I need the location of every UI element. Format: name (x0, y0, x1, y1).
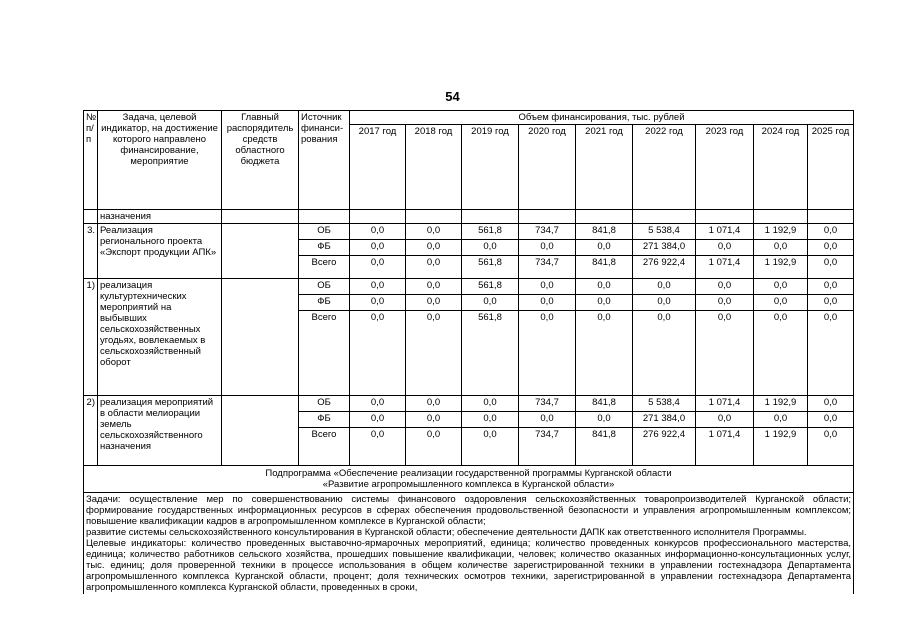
value-cell: 0,0 (462, 412, 519, 428)
value-cell: 0,0 (576, 295, 633, 311)
header-year: 2022 год (633, 125, 696, 210)
value-cell: 0,0 (350, 396, 406, 412)
value-cell: 0,0 (808, 396, 854, 412)
value-cell: 734,7 (519, 428, 576, 466)
value-cell: 0,0 (633, 311, 696, 396)
value-cell: 1 071,4 (696, 224, 754, 240)
value-cell: 0,0 (406, 240, 462, 256)
value-cell: 276 922,4 (633, 256, 696, 279)
table-row (84, 279, 854, 295)
table-row (84, 224, 854, 240)
tasks-text-2: развитие системы сельскохозяйственного консультирования в Курганской области; обеспечение деятельности ДАПК как ответственного исполнителя Программы. (86, 527, 807, 538)
value-cell: 0,0 (576, 240, 633, 256)
value-cell: 0,0 (696, 279, 754, 295)
value-cell: 0,0 (406, 224, 462, 240)
continuation-label: назначения (98, 210, 222, 224)
header-year: 2021 год (576, 125, 633, 210)
value-cell: 734,7 (519, 256, 576, 279)
value-cell: 0,0 (406, 256, 462, 279)
header-num: № п/п (84, 111, 98, 210)
row-source: ОБ (299, 224, 350, 240)
value-cell: 0,0 (350, 224, 406, 240)
value-cell: 0,0 (350, 428, 406, 466)
value-cell: 1 192,9 (754, 224, 808, 240)
value-cell: 1 192,9 (754, 396, 808, 412)
value-cell: 0,0 (808, 412, 854, 428)
header-year: 2017 год (350, 125, 406, 210)
value-cell: 0,0 (406, 295, 462, 311)
value-cell: 0,0 (406, 311, 462, 396)
row-source: ФБ (299, 412, 350, 428)
value-cell: 0,0 (576, 412, 633, 428)
value-cell: 0,0 (519, 240, 576, 256)
row-source: Всего (299, 311, 350, 396)
value-cell: 0,0 (462, 240, 519, 256)
value-cell: 0,0 (350, 240, 406, 256)
value-cell: 841,8 (576, 256, 633, 279)
header-year: 2018 год (406, 125, 462, 210)
value-cell: 5 538,4 (633, 224, 696, 240)
value-cell: 0,0 (754, 412, 808, 428)
row-source: ФБ (299, 240, 350, 256)
value-cell: 0,0 (754, 279, 808, 295)
value-cell: 0,0 (754, 295, 808, 311)
value-cell: 0,0 (406, 396, 462, 412)
value-cell: 0,0 (406, 412, 462, 428)
row-number: 1) (84, 279, 98, 396)
row-title: реализация культуртехнических мероприятий на выбывших сельскохозяйственных угодьях, вовлекаемых в сельскохозяйственный оборот (98, 279, 222, 396)
value-cell: 561,8 (462, 256, 519, 279)
value-cell: 0,0 (633, 295, 696, 311)
row-source: ОБ (299, 396, 350, 412)
header-year: 2019 год (462, 125, 519, 210)
value-cell: 0,0 (350, 295, 406, 311)
header-year: 2020 год (519, 125, 576, 210)
value-cell: 1 192,9 (754, 428, 808, 466)
row-manager (222, 279, 299, 396)
value-cell: 0,0 (808, 311, 854, 396)
subprogram-line-1: Подпрограмма «Обеспечение реализации государственной программы Курганской области (265, 468, 672, 479)
value-cell: 0,0 (576, 311, 633, 396)
value-cell: 0,0 (696, 240, 754, 256)
value-cell: 841,8 (576, 428, 633, 466)
value-cell: 0,0 (462, 396, 519, 412)
row-manager (222, 224, 299, 279)
value-cell: 0,0 (696, 412, 754, 428)
header-year: 2024 год (754, 125, 808, 210)
value-cell: 0,0 (519, 279, 576, 295)
row-source: ОБ (299, 279, 350, 295)
value-cell: 0,0 (406, 428, 462, 466)
value-cell: 1 071,4 (696, 428, 754, 466)
row-manager (222, 396, 299, 466)
value-cell: 0,0 (519, 412, 576, 428)
value-cell: 0,0 (519, 295, 576, 311)
subprogram-line-2: «Развитие агропромышленного комплекса в Курганской области» (322, 479, 615, 490)
value-cell: 734,7 (519, 396, 576, 412)
value-cell: 561,8 (462, 311, 519, 396)
header-source: Источник финанси-рования (299, 111, 350, 210)
value-cell: 0,0 (350, 279, 406, 295)
row-source: ФБ (299, 295, 350, 311)
value-cell: 276 922,4 (633, 428, 696, 466)
financing-table (83, 110, 854, 594)
continuation-row (84, 210, 854, 224)
row-number: 3. (84, 224, 98, 279)
value-cell: 0,0 (808, 240, 854, 256)
value-cell: 0,0 (696, 311, 754, 396)
value-cell: 0,0 (754, 240, 808, 256)
value-cell: 841,8 (576, 224, 633, 240)
value-cell: 0,0 (462, 295, 519, 311)
value-cell: 0,0 (406, 279, 462, 295)
tasks-text: Задачи: осуществление мер по совершенствованию системы финансового оздоровления сельскохозяйственных товаропроизводителей Курганской области; формирование государственных информационных ресурсов в сферах обеспечения продовольственной безопасности и управления агропромышленным комплексом; повышение квалификации кадров в агропромышленном комплексе в Курганской области; (86, 494, 852, 527)
value-cell: 0,0 (462, 428, 519, 466)
value-cell: 0,0 (350, 412, 406, 428)
value-cell: 734,7 (519, 224, 576, 240)
value-cell: 1 071,4 (696, 396, 754, 412)
value-cell: 0,0 (808, 224, 854, 240)
value-cell: 0,0 (808, 256, 854, 279)
value-cell: 1 192,9 (754, 256, 808, 279)
value-cell: 0,0 (576, 279, 633, 295)
value-cell: 561,8 (462, 279, 519, 295)
value-cell: 271 384,0 (633, 240, 696, 256)
header-row (84, 111, 854, 125)
tasks-row (84, 493, 854, 595)
row-source: Всего (299, 428, 350, 466)
value-cell: 841,8 (576, 396, 633, 412)
subprogram-row (84, 466, 854, 493)
value-cell: 0,0 (350, 311, 406, 396)
row-source: Всего (299, 256, 350, 279)
value-cell: 0,0 (808, 428, 854, 466)
value-cell: 0,0 (350, 256, 406, 279)
value-cell: 561,8 (462, 224, 519, 240)
header-year: 2025 год (808, 125, 854, 210)
value-cell: 5 538,4 (633, 396, 696, 412)
value-cell: 0,0 (696, 295, 754, 311)
header-task: Задача, целевой индикатор, на достижение которого направлено финансирование, мероприятие (98, 111, 222, 210)
value-cell: 0,0 (754, 311, 808, 396)
header-volume: Объем финансирования, тыс. рублей (350, 111, 854, 125)
page-number: 54 (445, 89, 460, 104)
row-title: реализация мероприятий в области мелиорации земель сельскохозяйственного назначения (98, 396, 222, 466)
value-cell: 271 384,0 (633, 412, 696, 428)
table-row (84, 396, 854, 412)
value-cell: 0,0 (633, 279, 696, 295)
row-number: 2) (84, 396, 98, 466)
indicators-text: Целевые индикаторы: количество проведенных выставочно-ярмарочных мероприятий, единица; количество проведенных конкурсов профессионального мастерства, единица; количество работников сельского хозяйства, прошедших повышение квалификации, человек; количество оказанных информационно-консультационных услуг, тыс. единиц; доля проверенной техники в процессе использования в общем количестве зарегистрированной техники в управлении гостехнадзора Департамента агропромышленного комплекса Курганской области, процент; доля технических осмотров техники, зарегистрированной в управлении гостехнадзора Департамента агропромышленного комплекса Курганской области, проведенных в сроки, (86, 538, 852, 593)
header-manager: Главный распорядитель средств областного бюджета (222, 111, 299, 210)
value-cell: 0,0 (808, 279, 854, 295)
value-cell: 0,0 (808, 295, 854, 311)
value-cell: 0,0 (519, 311, 576, 396)
header-year: 2023 год (696, 125, 754, 210)
value-cell: 1 071,4 (696, 256, 754, 279)
row-title: Реализация регионального проекта «Экспорт продукции АПК» (98, 224, 222, 279)
